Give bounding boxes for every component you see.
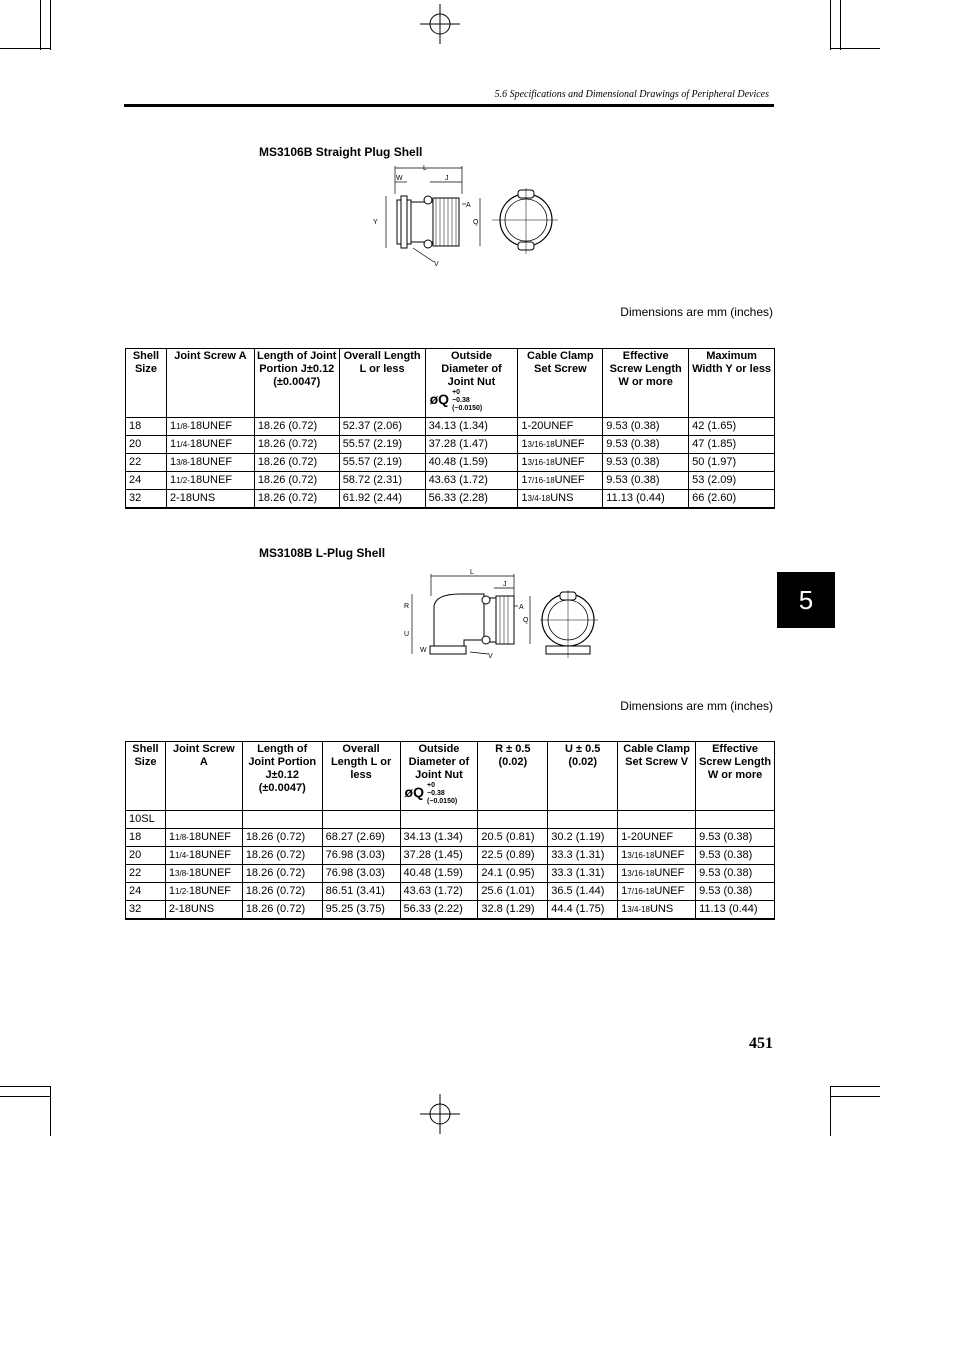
svg-text:Y: Y xyxy=(373,219,378,226)
cell-effective-screw: 9.53 (0.38) xyxy=(603,418,689,436)
header-effective-screw: Effective Screw Length W or more xyxy=(696,742,775,811)
cell-overall-length: 55.57 (2.19) xyxy=(339,454,425,472)
header-outside-diameter xyxy=(400,742,478,811)
cell-r: 22.5 (0.89) xyxy=(478,847,548,865)
cell-outside-diameter: 34.13 (1.34) xyxy=(400,829,478,847)
cell-outside-diameter: 56.33 (2.28) xyxy=(425,490,518,509)
cell-u: 44.4 (1.75) xyxy=(548,901,618,920)
header-outside-diameter-label: Outside Diameter of Joint Nut xyxy=(408,743,470,781)
section-title-ms3108b: MS3108B L-Plug Shell xyxy=(259,546,386,560)
cell-cable-clamp: 13/4-18UNS xyxy=(618,901,696,920)
header-rule xyxy=(124,104,774,107)
section-title-ms3106b: MS3106B Straight Plug Shell xyxy=(259,145,423,159)
cell-length-joint: 18.26 (0.72) xyxy=(242,865,322,883)
table-row xyxy=(126,418,775,436)
table-row xyxy=(126,454,775,472)
cell-outside-diameter: 40.48 (1.59) xyxy=(425,454,518,472)
svg-text:A: A xyxy=(466,202,471,209)
header-overall-length: Overall Length L or less xyxy=(339,349,425,418)
cell-length-joint: 18.26 (0.72) xyxy=(242,883,322,901)
cell-effective-screw: 9.53 (0.38) xyxy=(603,454,689,472)
cell-cable-clamp: 17/16-18UNEF xyxy=(618,883,696,901)
cell-shell-size: 24 xyxy=(126,472,167,490)
cell-r: 24.1 (0.95) xyxy=(478,865,548,883)
svg-text:A: A xyxy=(519,604,524,611)
cell-outside-diameter: 43.63 (1.72) xyxy=(425,472,518,490)
cell-length-joint xyxy=(242,811,322,829)
cell-outside-diameter: 43.63 (1.72) xyxy=(400,883,478,901)
cell-cable-clamp: 1-20UNEF xyxy=(518,418,603,436)
header-max-width: Maximum Width Y or less xyxy=(689,349,775,418)
table-row xyxy=(126,865,775,883)
cell-outside-diameter: 40.48 (1.59) xyxy=(400,865,478,883)
cell-overall-length: 55.57 (2.19) xyxy=(339,436,425,454)
cell-length-joint: 18.26 (0.72) xyxy=(242,847,322,865)
cell-joint-screw: 2-18UNS xyxy=(165,901,242,920)
header-length-joint: Length of Joint Portion J±0.12 (±0.0047) xyxy=(254,349,339,418)
cell-max-width: 66 (2.60) xyxy=(689,490,775,509)
cell-overall-length: 95.25 (3.75) xyxy=(322,901,400,920)
cell-length-joint: 18.26 (0.72) xyxy=(242,901,322,920)
svg-text:U: U xyxy=(404,631,410,638)
diagram-l-plug xyxy=(400,566,600,666)
header-joint-screw: Joint Screw A xyxy=(165,742,242,811)
cell-effective-screw: 11.13 (0.44) xyxy=(696,901,775,920)
cell-shell-size: 22 xyxy=(126,454,167,472)
cell-overall-length: 61.92 (2.44) xyxy=(339,490,425,509)
cell-cable-clamp: 17/16-18UNEF xyxy=(518,472,603,490)
svg-text:Q: Q xyxy=(473,219,479,226)
cell-outside-diameter: 34.13 (1.34) xyxy=(425,418,518,436)
cell-shell-size: 20 xyxy=(126,847,166,865)
cell-effective-screw xyxy=(696,811,775,829)
cell-length-joint: 18.26 (0.72) xyxy=(254,436,339,454)
svg-text:J: J xyxy=(503,581,507,588)
phi-q-symbol: øQ xyxy=(429,390,450,407)
cell-outside-diameter xyxy=(400,811,478,829)
cell-joint-screw: 11/4-18UNEF xyxy=(166,436,254,454)
cell-outside-diameter: 56.33 (2.22) xyxy=(400,901,478,920)
cell-u: 30.2 (1.19) xyxy=(548,829,618,847)
cell-joint-screw: 11/2-18UNEF xyxy=(165,883,242,901)
cell-r: 20.5 (0.81) xyxy=(478,829,548,847)
cell-length-joint: 18.26 (0.72) xyxy=(254,418,339,436)
header-cable-clamp: Cable Clamp Set Screw xyxy=(518,349,603,418)
header-length-joint: Length of Joint Portion J±0.12 (±0.0047) xyxy=(242,742,322,811)
cell-shell-size: 10SL xyxy=(126,811,166,829)
cell-cable-clamp: 13/16-18UNEF xyxy=(518,436,603,454)
cell-overall-length: 76.98 (3.03) xyxy=(322,865,400,883)
svg-text:J: J xyxy=(445,175,449,182)
table-row xyxy=(126,490,775,509)
svg-text:R: R xyxy=(404,603,410,610)
cell-shell-size: 32 xyxy=(126,490,167,509)
cell-max-width: 53 (2.09) xyxy=(689,472,775,490)
header-shell-size: Shell Size xyxy=(126,349,167,418)
cell-cable-clamp: 1-20UNEF xyxy=(618,829,696,847)
chapter-tab: 5 xyxy=(777,572,835,628)
svg-text:L: L xyxy=(470,569,474,576)
cell-joint-screw xyxy=(165,811,242,829)
registration-mark-top xyxy=(420,4,460,44)
cell-effective-screw: 9.53 (0.38) xyxy=(696,865,775,883)
header-overall-length: Overall Length L or less xyxy=(322,742,400,811)
cell-length-joint: 18.26 (0.72) xyxy=(254,472,339,490)
cell-u: 36.5 (1.44) xyxy=(548,883,618,901)
header-shell-size: Shell Size xyxy=(126,742,166,811)
cell-overall-length: 76.98 (3.03) xyxy=(322,847,400,865)
cell-shell-size: 18 xyxy=(126,829,166,847)
cell-overall-length xyxy=(322,811,400,829)
header-phi-q xyxy=(428,389,516,413)
page-number: 451 xyxy=(749,1035,773,1052)
svg-text:V: V xyxy=(488,653,493,660)
cell-length-joint: 18.26 (0.72) xyxy=(254,490,339,509)
svg-text:W: W xyxy=(420,647,427,654)
cell-effective-screw: 9.53 (0.38) xyxy=(603,436,689,454)
cell-cable-clamp: 13/4-18UNS xyxy=(518,490,603,509)
table-row xyxy=(126,883,775,901)
cell-effective-screw: 11.13 (0.44) xyxy=(603,490,689,509)
cell-cable-clamp: 13/16-18UNEF xyxy=(618,847,696,865)
cell-max-width: 50 (1.97) xyxy=(689,454,775,472)
table-ms3108b xyxy=(125,741,775,920)
svg-text:L: L xyxy=(423,165,427,172)
cell-outside-diameter: 37.28 (1.47) xyxy=(425,436,518,454)
cell-r: 32.8 (1.29) xyxy=(478,901,548,920)
cell-shell-size: 24 xyxy=(126,883,166,901)
tolerance: +0 −0.38 (−0.0150) xyxy=(452,389,483,412)
cell-r xyxy=(478,811,548,829)
table-ms3106b xyxy=(125,348,775,509)
cell-max-width: 42 (1.65) xyxy=(689,418,775,436)
svg-text:W: W xyxy=(396,175,403,182)
cell-effective-screw: 9.53 (0.38) xyxy=(696,883,775,901)
cell-shell-size: 18 xyxy=(126,418,167,436)
cell-joint-screw: 11/2-18UNEF xyxy=(166,472,254,490)
cell-u xyxy=(548,811,618,829)
cell-joint-screw: 13/8-18UNEF xyxy=(165,865,242,883)
cell-shell-size: 32 xyxy=(126,901,166,920)
dimensions-note-1: Dimensions are mm (inches) xyxy=(620,305,773,319)
cell-outside-diameter: 37.28 (1.45) xyxy=(400,847,478,865)
cell-shell-size: 22 xyxy=(126,865,166,883)
table-row xyxy=(126,847,775,865)
tolerance: +0 −0.38 (−0.0150) xyxy=(427,782,458,805)
header-cable-clamp: Cable Clamp Set Screw V xyxy=(618,742,696,811)
cell-cable-clamp xyxy=(618,811,696,829)
cell-cable-clamp: 13/16-18UNEF xyxy=(518,454,603,472)
table-row xyxy=(126,436,775,454)
diagram-straight-plug xyxy=(368,162,558,270)
table-row xyxy=(126,811,775,829)
cell-r: 25.6 (1.01) xyxy=(478,883,548,901)
cell-joint-screw: 11/4-18UNEF xyxy=(165,847,242,865)
registration-mark-bottom xyxy=(420,1094,460,1134)
cell-cable-clamp: 13/16-18UNEF xyxy=(618,865,696,883)
cell-overall-length: 58.72 (2.31) xyxy=(339,472,425,490)
cell-joint-screw: 2-18UNS xyxy=(166,490,254,509)
table-row xyxy=(126,472,775,490)
cell-shell-size: 20 xyxy=(126,436,167,454)
cell-effective-screw: 9.53 (0.38) xyxy=(696,829,775,847)
header-r: R ± 0.5 (0.02) xyxy=(478,742,548,811)
cell-u: 33.3 (1.31) xyxy=(548,847,618,865)
cell-length-joint: 18.26 (0.72) xyxy=(242,829,322,847)
header-u: U ± 0.5 (0.02) xyxy=(548,742,618,811)
table-row xyxy=(126,829,775,847)
table-row xyxy=(126,901,775,920)
cell-joint-screw: 13/8-18UNEF xyxy=(166,454,254,472)
cell-overall-length: 68.27 (2.69) xyxy=(322,829,400,847)
cell-length-joint: 18.26 (0.72) xyxy=(254,454,339,472)
cell-overall-length: 52.37 (2.06) xyxy=(339,418,425,436)
dimensions-note-2: Dimensions are mm (inches) xyxy=(620,699,773,713)
header-outside-diameter-label: Outside Diameter of Joint Nut xyxy=(441,350,502,388)
header-joint-screw: Joint Screw A xyxy=(166,349,254,418)
header-phi-q xyxy=(403,782,476,806)
cell-u: 33.3 (1.31) xyxy=(548,865,618,883)
cell-effective-screw: 9.53 (0.38) xyxy=(696,847,775,865)
phi-q-symbol: øQ xyxy=(404,783,424,800)
cell-joint-screw: 11/8-18UNEF xyxy=(165,829,242,847)
svg-text:V: V xyxy=(434,261,439,268)
header-effective-screw: Effective Screw Length W or more xyxy=(603,349,689,418)
running-header: 5.6 Specifications and Dimensional Drawings of Peripheral Devices xyxy=(494,89,769,100)
cell-overall-length: 86.51 (3.41) xyxy=(322,883,400,901)
cell-joint-screw: 11/8-18UNEF xyxy=(166,418,254,436)
cell-max-width: 47 (1.85) xyxy=(689,436,775,454)
header-outside-diameter xyxy=(425,349,518,418)
svg-text:Q: Q xyxy=(523,617,529,624)
cell-effective-screw: 9.53 (0.38) xyxy=(603,472,689,490)
